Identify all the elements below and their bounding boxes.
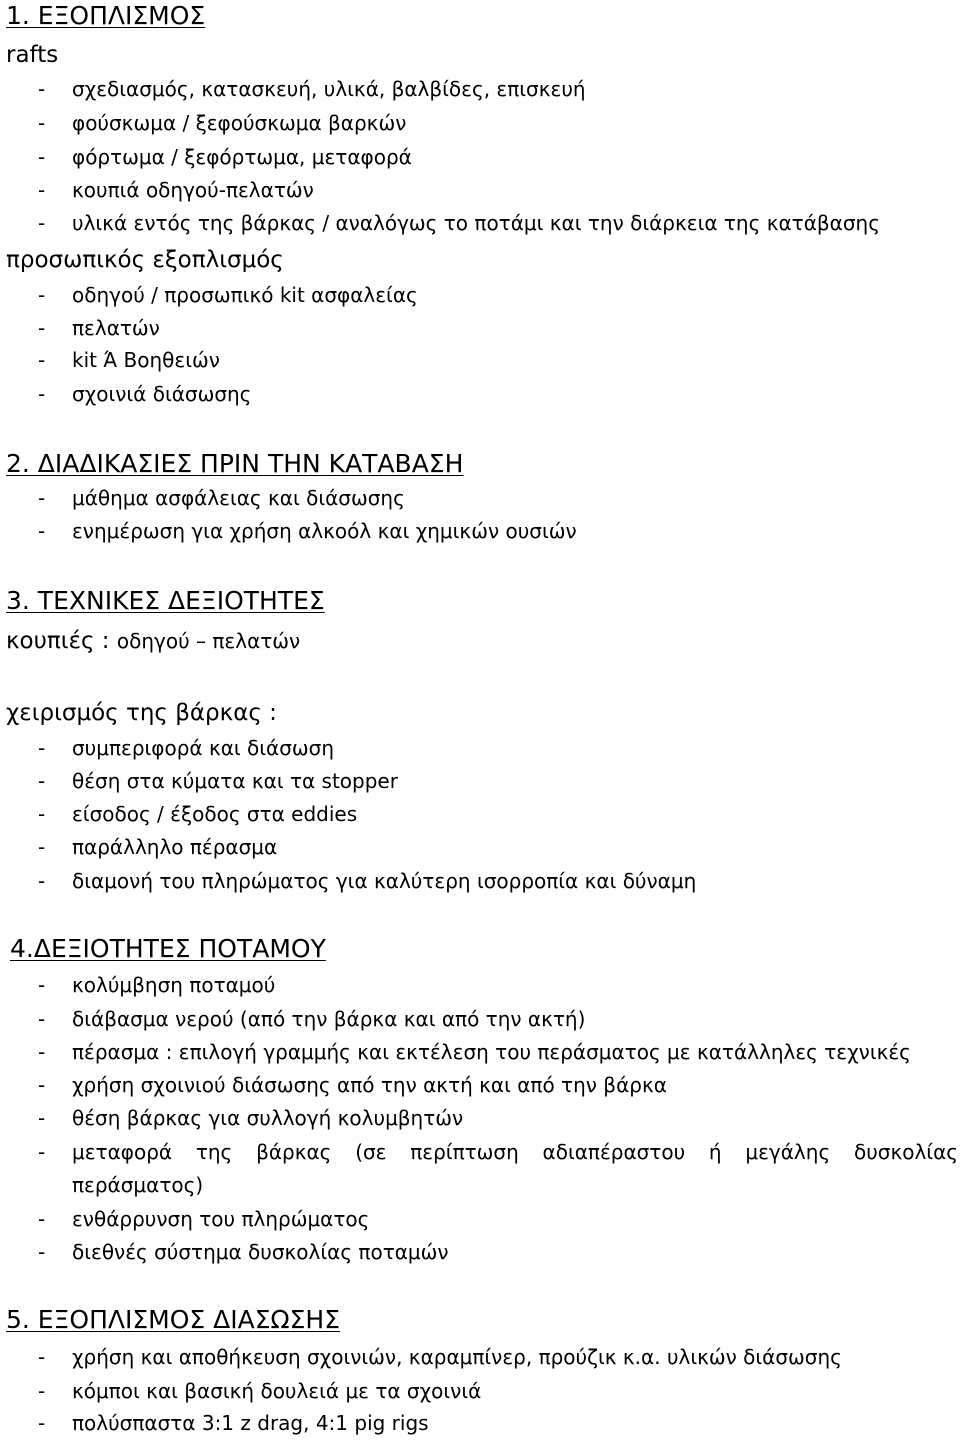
list-item: - φόρτωμα / ξεφόρτωμα, μεταφορά [38, 145, 412, 169]
list-item: - μεταφορά της βάρκας (σε περίπτωση αδιαπέραστου ή μεγάλης δυσκολίας [38, 1140, 958, 1164]
paddles-subheading: κουπιές : οδηγού – πελατών [6, 628, 301, 654]
list-item: - συμπεριφορά και διάσωση [38, 736, 335, 760]
list-item: - διάβασμα νερού (από την βάρκα και από την ακτή) [38, 1007, 586, 1031]
list-item: - κόμποι και βασική δουλειά με τα σχοινιά [38, 1379, 482, 1403]
section-5-heading: 5. ΕΞΟΠΛΙΣΜΟΣ ΔΙΑΣΩΣΗΣ [6, 1305, 340, 1334]
section-3-heading: 3. ΤΕΧΝΙΚΕΣ ΔΕΞΙΟΤΗΤΕΣ [6, 586, 325, 615]
list-item: - θέση στα κύματα και τα stopper [38, 769, 398, 793]
list-item: - πελατών [38, 316, 160, 340]
list-item: - κουπιά οδηγού-πελατών [38, 178, 314, 202]
list-item: - οδηγού / προσωπικό kit ασφαλείας [38, 283, 418, 307]
rafts-subheading: rafts [6, 42, 59, 68]
list-item: - ενημέρωση για χρήση αλκοόλ και χημικών ουσιών [38, 519, 577, 543]
list-item: - χρήση και αποθήκευση σχοινιών, καραμπίνερ, προύζικ κ.α. υλικών διάσωσης [38, 1345, 842, 1369]
list-item: - είσοδος / έξοδος στα eddies [38, 802, 358, 826]
boat-handling-subheading: χειρισμός της βάρκας : [6, 700, 277, 726]
list-item: - κολύμβηση ποταμού [38, 973, 276, 997]
list-item: - μάθημα ασφάλειας και διάσωσης [38, 486, 405, 510]
personal-equipment-subheading: προσωπικός εξοπλισμός [6, 247, 284, 273]
section-2-heading: 2. ΔΙΑΔΙΚΑΣΙΕΣ ΠΡΙΝ ΤΗΝ ΚΑΤΑΒΑΣΗ [6, 449, 464, 478]
section-4-heading: 4.ΔΕΞΙΟΤΗΤΕΣ ΠΟΤΑΜΟΥ [10, 934, 326, 963]
list-item: - πολύσπαστα 3:1 z drag, 4:1 pig rigs [38, 1411, 429, 1435]
list-item: - διεθνές σύστημα δυσκολίας ποταμών [38, 1240, 449, 1264]
section-1-heading: 1. ΕΞΟΠΛΙΣΜΟΣ [6, 1, 206, 30]
list-item: - σχεδιασμός, κατασκευή, υλικά, βαλβίδες, επισκευή [38, 77, 586, 101]
list-item: - πέρασμα : επιλογή γραμμής και εκτέλεση του περάσματος με κατάλληλες τεχνικές [38, 1040, 911, 1064]
list-item: - χρήση σχοινιού διάσωσης από την ακτή και από την βάρκα [38, 1073, 667, 1097]
list-item: - παράλληλο πέρασμα [38, 835, 278, 859]
list-item: - υλικά εντός της βάρκας / αναλόγως το ποτάμι και την διάρκεια της κατάβασης [38, 211, 880, 235]
list-item: - φούσκωμα / ξεφούσκωμα βαρκών [38, 111, 407, 135]
list-item-continuation: περάσματος) [72, 1173, 204, 1197]
list-item: - θέση βάρκας για συλλογή κολυμβητών [38, 1106, 464, 1130]
list-item: - σχοινιά διάσωσης [38, 382, 252, 406]
list-item: - ενθάρρυνση του πληρώματος [38, 1207, 370, 1231]
list-item: - kit Ά Βοηθειών [38, 348, 220, 372]
list-item: - διαμονή του πληρώματος για καλύτερη ισορροπία και δύναμη [38, 869, 697, 893]
